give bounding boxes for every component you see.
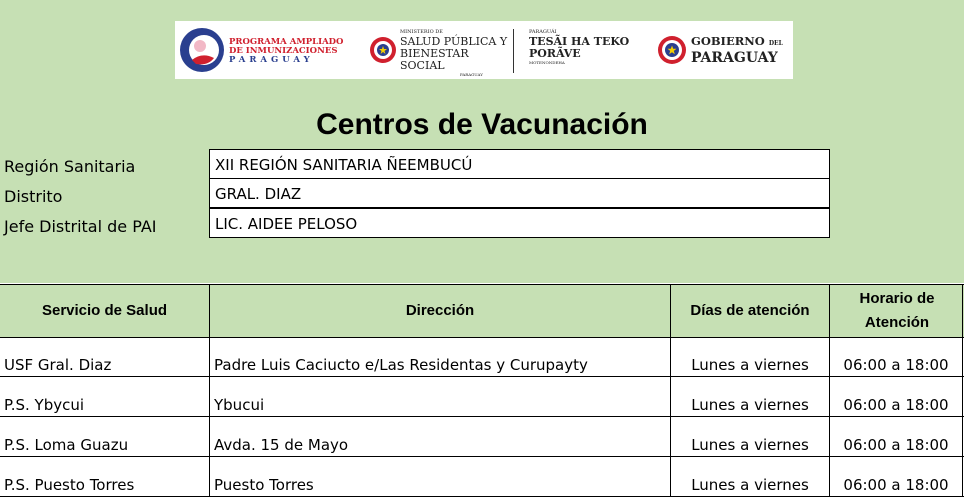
- gobierno-small: DEL: [768, 40, 783, 47]
- row-hours: 06:00 a 18:00: [843, 356, 949, 374]
- pai-emblem-icon: [178, 26, 226, 74]
- ministry-logo: [365, 21, 515, 79]
- col-divider: [670, 284, 671, 497]
- col-divider: [209, 284, 210, 497]
- row-service: P.S. Puesto Torres: [4, 476, 135, 494]
- ministry-tiny: PARAGUAY: [460, 72, 483, 77]
- page-title: Centros de Vacunación: [316, 108, 648, 141]
- tesai-small: PARAGUÁI: [529, 29, 557, 35]
- ministry-line2: BIENESTAR SOCIAL: [400, 47, 469, 72]
- table-header: [0, 284, 964, 338]
- gobierno-seal-icon: [657, 35, 687, 65]
- gobierno-logo: [657, 21, 793, 79]
- row-service: P.S. Loma Guazu: [4, 436, 129, 454]
- row-days: Lunes a viernes: [691, 476, 809, 494]
- row-service: P.S. Ybycui: [4, 396, 85, 414]
- ministry-line1: SALUD PÚBLICA Y: [400, 35, 508, 48]
- header-days: Días de atención: [690, 302, 810, 319]
- row-days: Lunes a viernes: [691, 436, 809, 454]
- pai-line2: DE INMUNIZACIONES: [229, 46, 338, 56]
- col-divider: [962, 284, 963, 497]
- row-divider: [0, 456, 964, 457]
- tesai-line2: PORÃVE: [529, 47, 581, 60]
- gobierno-line1: GOBIERNO: [691, 34, 765, 48]
- row-address: Puesto Torres: [214, 476, 314, 494]
- region-value: XII REGIÓN SANITARIA ÑEEMBUCÚ: [209, 149, 830, 179]
- tesai-tiny: MOTENONDEHA: [529, 60, 565, 65]
- pai-logo: [175, 21, 350, 79]
- tesai-logo: [529, 21, 649, 79]
- ministry-seal-icon: [369, 36, 397, 64]
- logo-divider: [513, 29, 514, 73]
- row-service: USF Gral. Diaz: [4, 356, 112, 374]
- row-address: Avda. 15 de Mayo: [214, 436, 349, 454]
- header-address: Dirección: [405, 302, 475, 319]
- district-value: GRAL. DIAZ: [209, 178, 830, 208]
- logo-strip: [175, 21, 793, 79]
- row-divider: [0, 416, 964, 417]
- header-hours: Horario de Atención: [859, 290, 935, 331]
- row-hours: 06:00 a 18:00: [843, 476, 949, 494]
- pai-line1: PROGRAMA AMPLIADO: [229, 37, 344, 47]
- row-days: Lunes a viernes: [691, 396, 809, 414]
- row-hours: 06:00 a 18:00: [843, 396, 949, 414]
- row-days: Lunes a viernes: [691, 356, 809, 374]
- row-address: Ybucui: [214, 396, 265, 414]
- col-divider: [829, 284, 830, 497]
- chief-value: LIC. AIDEE PELOSO: [209, 208, 830, 238]
- tesai-line1: TESÃI HA TEKO: [529, 35, 630, 48]
- header-service: Servicio de Salud: [41, 302, 168, 319]
- table-border-top: [0, 284, 964, 285]
- gobierno-line2: PARAGUAY: [691, 50, 778, 66]
- ministry-small: MINISTERIO DE: [400, 29, 443, 35]
- row-hours: 06:00 a 18:00: [843, 436, 949, 454]
- chief-label: Jefe Distrital de PAI: [4, 217, 157, 236]
- pai-line3: PARAGUAY: [229, 55, 314, 65]
- region-label: Región Sanitaria: [4, 157, 136, 176]
- row-divider: [0, 376, 964, 377]
- row-address: Padre Luis Caciucto e/Las Residentas y Curupayty: [214, 356, 588, 374]
- table-header-border: [0, 337, 964, 338]
- district-label: Distrito: [4, 187, 63, 206]
